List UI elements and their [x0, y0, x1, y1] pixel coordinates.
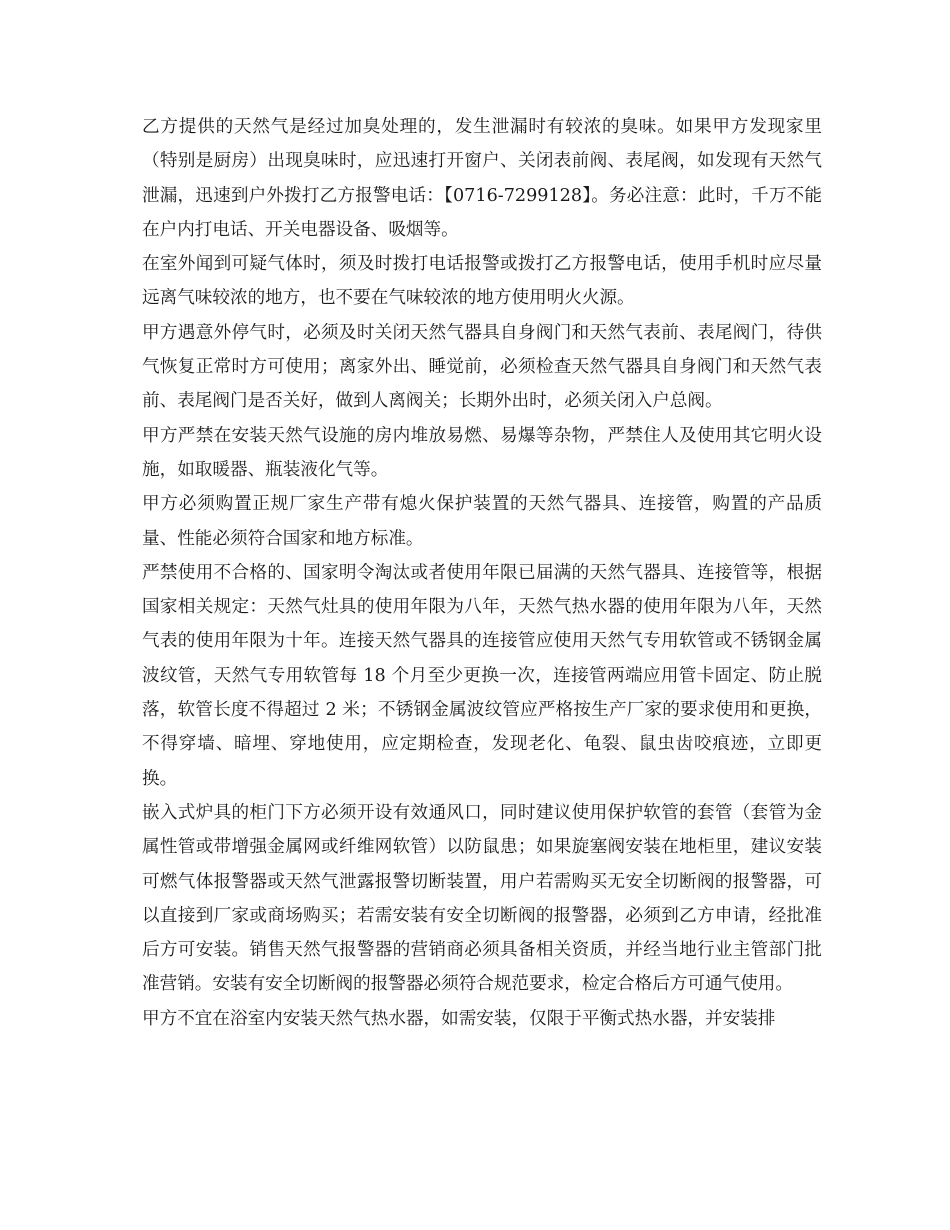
paragraph-appliance-purchase: 甲方必须购置正规厂家生产带有熄火保护装置的天然气器具、连接管，购置的产品质量、性能必须符合国家和地方标准。: [142, 494, 822, 549]
paragraph-bathroom-heater: 甲方不宜在浴室内安装天然气热水器，如需安装，仅限于平衡式热水器，并安装排: [142, 1008, 776, 1029]
paragraph-built-in-stove-alarm: 嵌入式炉具的柜门下方必须开设有效通风口，同时建议使用保护软管的套管（套管为金属性管或带增强金属网或纤维网软管）以防鼠患；如果旋塞阀安装在地柜里，建议安装可燃气体报警器或天然气泄露报警切断装置，用户若需购买无安全切断阀的报警器，可以直接到厂家或商场购买；若需安装有安全切断阀的报警器，必须到乙方申请，经批准后方可安装。销售天然气报警器的营销商必须具备相关资质，并经当地行业主管部门批准营销。安装有安全切断阀的报警器必须符合规范要求，检定合格后方可通气使用。: [142, 802, 822, 995]
paragraph-gas-leak-response: 乙方提供的天然气是经过加臭处理的，发生泄漏时有较浓的臭味。如果甲方发现家里（特别是厨房）出现臭味时，应迅速打开窗户、关闭表前阀、表尾阀，如发现有天然气泄漏，迅速到户外拨打乙方报警电话：【0716-7299128】。务必注意：此时，千万不能在户内打电话、开关电器设备、吸烟等。: [142, 117, 822, 240]
paragraph-supply-interruption: 甲方遇意外停气时，必须及时关闭天然气器具自身阀门和天然气表前、表尾阀门，待供气恢复正常时方可使用；离家外出、睡觉前，必须检查天然气器具自身阀门和天然气表前、表尾阀门是否关好，做到人离阀关；长期外出时，必须关闭入户总阀。: [142, 322, 822, 412]
paragraph-outdoor-gas-smell: 在室外闻到可疑气体时，须及时拨打电话报警或拨打乙方报警电话，使用手机时应尽量远离气味较浓的地方，也不要在气味较浓的地方使用明火火源。: [142, 254, 822, 309]
document-body: [142, 110, 822, 1036]
paragraph-appliance-lifespan: 严禁使用不合格的、国家明令淘汰或者使用年限已届满的天然气器具、连接管等，根据国家相关规定：天然气灶具的使用年限为八年，天然气热水器的使用年限为八年，天然气表的使用年限为十年。连接天然气器具的连接管应使用天然气专用软管或不锈钢金属波纹管，天然气专用软管每 18 个月至少更换一次，连接管两端应用管卡固定、防止脱落，软管长度不得超过 2 米；不锈钢金属波纹管应严格按生产厂家的要求使用和更换，不得穿墙、暗埋、穿地使用，应定期检查，发现老化、龟裂、鼠虫齿咬痕迹，立即更换。: [142, 562, 822, 789]
paragraph-storage-prohibition: 甲方严禁在安装天然气设施的房内堆放易燃、易爆等杂物，严禁住人及使用其它明火设施，如取暖器、瓶装液化气等。: [142, 425, 822, 480]
